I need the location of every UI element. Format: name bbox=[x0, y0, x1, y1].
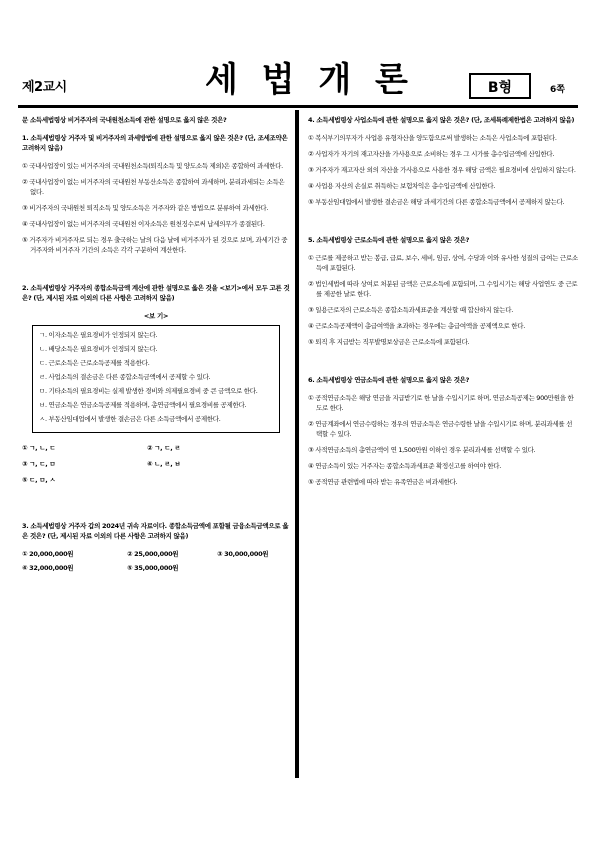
question-stem: 6. 소득세법령상 연금소득에 관한 설명으로 옳지 않은 것은? bbox=[308, 376, 470, 384]
answer-option: ④ ㄴ, ㄹ, ㅂ bbox=[147, 460, 181, 468]
answer-option: ① 20,000,000원 bbox=[22, 550, 74, 558]
answer-choice: ① 복식부기의무자가 사업용 유형자산을 양도함으로써 발생하는 소득은 사업소득에 포함된다. bbox=[308, 134, 557, 142]
question-stem: 2. 소득세법령상 거주자의 종합소득금액 계산에 관한 설명으로 옳은 것을 <보기>에서 모두 고른 것은? (단, 제시된 자료 이외의 다른 사항은 고려하지 않음) bbox=[22, 284, 290, 302]
bogi-item: ㅂ. 연금소득은 연금소득공제를 적용하며, 총연금액에서 필요경비를 공제한다. bbox=[39, 401, 247, 409]
answer-choice: ③ 비거주자의 국내원천 퇴직소득 및 양도소득은 거주자와 같은 방법으로 분류하여 과세한다. bbox=[22, 204, 269, 212]
answer-choice: ③ 사적연금소득의 총연금액이 연 1,500만원 이하인 경우 분리과세를 선택할 수 있다. bbox=[308, 446, 536, 454]
bogi-title: <보 기> bbox=[143, 312, 169, 320]
answer-choice: ④ 근로소득공제액이 총급여액을 초과하는 경우에는 총급여액을 공제액으로 한다. bbox=[308, 322, 525, 330]
exam-session: 제2교시 bbox=[22, 80, 67, 95]
answer-choice: ⑤ 거주자가 비거주자로 되는 경우 출국하는 날의 다음 날에 비거주자가 된 것으로 보며, 과세기간 중 거주자와 비거주자 기간의 소득은 각각 구분하여 계산한다. bbox=[22, 236, 288, 254]
answer-choice: ④ 국내사업장이 없는 비거주자의 국내원천 이자소득은 원천징수로써 납세의무가 종결된다. bbox=[22, 220, 265, 228]
answer-option: ② ㄱ, ㄷ, ㄹ bbox=[147, 444, 181, 452]
answer-choice: ① 근로를 제공하고 받는 봉급, 급료, 보수, 세비, 임금, 상여, 수당과 이와 유사한 성질의 급여는 근로소득에 포함된다. bbox=[308, 254, 578, 272]
left-intro: 문 소득세법령상 비거주자의 국내원천소득에 관한 설명으로 옳지 않은 것은? bbox=[22, 116, 227, 124]
answer-choice: ③ 거주자가 재고자산 외의 자산을 가사용으로 사용한 경우 해당 금액은 필요경비에 산입하지 않는다. bbox=[308, 166, 576, 174]
bogi-item: ㅅ. 부동산임대업에서 발생한 결손금은 다른 소득금액에서 공제한다. bbox=[39, 415, 221, 423]
bogi-item: ㄹ. 사업소득의 결손금은 다른 종합소득금액에서 공제할 수 있다. bbox=[39, 373, 211, 381]
exam-type-box: B형 bbox=[469, 73, 531, 99]
answer-choice: ② 사업자가 자기의 재고자산을 가사용으로 소비하는 경우 그 시가를 총수입금액에 산입한다. bbox=[308, 150, 555, 158]
header-rule bbox=[18, 105, 578, 108]
answer-choice: ① 공적연금소득은 해당 연금을 지급받기로 한 날을 수입시기로 하며, 연금소득공제는 900만원을 한도로 한다. bbox=[308, 394, 574, 412]
bogi-item: ㄱ. 이자소득은 필요경비가 인정되지 않는다. bbox=[39, 331, 158, 339]
answer-option: ③ 30,000,000원 bbox=[217, 550, 269, 558]
question-stem: 1. 소득세법령상 거주자 및 비거주자의 과세방법에 관한 설명으로 옳지 않은 것은? (단, 조세조약은 고려하지 않음) bbox=[22, 134, 288, 152]
answer-option: ④ 32,000,000원 bbox=[22, 564, 74, 572]
bogi-item: ㄴ. 배당소득은 필요경비가 인정되지 않는다. bbox=[39, 345, 158, 353]
answer-choice: ② 연금계좌에서 연금수령하는 경우의 연금소득은 연금수령한 날을 수입시기로 하며, 분리과세를 선택할 수 있다. bbox=[308, 420, 573, 438]
answer-option: ⑤ ㄷ, ㅁ, ㅅ bbox=[22, 476, 56, 484]
question-stem: 5. 소득세법령상 근로소득에 관한 설명으로 옳지 않은 것은? bbox=[308, 236, 470, 244]
answer-choice: ④ 사업용 자산의 손실로 취득하는 보험차익은 총수입금액에 산입한다. bbox=[308, 182, 496, 190]
column-divider bbox=[295, 110, 299, 778]
answer-option: ③ ㄱ, ㄷ, ㅁ bbox=[22, 460, 56, 468]
answer-option: ⑤ 35,000,000원 bbox=[127, 564, 179, 572]
answer-choice: ① 국내사업장이 있는 비거주자의 국내원천소득(퇴직소득 및 양도소득 제외)은 종합하여 과세한다. bbox=[22, 162, 283, 170]
question-stem: 3. 소득세법령상 거주자 갑의 2024년 귀속 자료이다. 종합소득금액에 포함될 금융소득금액으로 옳은 것은? (단, 제시된 자료 이외의 다른 사항은 고려하지 않음) bbox=[22, 522, 289, 540]
answer-option: ① ㄱ, ㄴ, ㄷ bbox=[22, 444, 56, 452]
bogi-box bbox=[32, 325, 280, 433]
right-column bbox=[308, 115, 578, 493]
answer-choice: ③ 일용근로자의 근로소득은 종합소득과세표준을 계산할 때 합산하지 않는다. bbox=[308, 306, 514, 314]
bogi-item: ㅁ. 기타소득의 필요경비는 실제 발생한 경비와 의제필요경비 중 큰 금액으로 한다. bbox=[39, 387, 258, 395]
answer-options bbox=[22, 443, 290, 485]
answer-choice: ④ 연금소득이 있는 거주자는 종합소득과세표준 확정신고를 하여야 한다. bbox=[308, 462, 502, 470]
answer-option: ② 25,000,000원 bbox=[127, 550, 179, 558]
answer-choice: ⑤ 공적연금 관련법에 따라 받는 유족연금은 비과세한다. bbox=[308, 478, 458, 486]
answer-choice: ⑤ 퇴직 후 지급받는 직무발명보상금은 근로소득에 포함된다. bbox=[308, 338, 470, 346]
answer-choice: ⑤ 부동산임대업에서 발생한 결손금은 해당 과세기간의 다른 종합소득금액에서 공제하지 않는다. bbox=[308, 198, 565, 206]
page-number: 6쪽 bbox=[550, 85, 565, 95]
page-title: 세 법 개 론 bbox=[205, 60, 414, 100]
answer-choice: ② 법인세법에 따라 상여로 처분된 금액은 근로소득에 포함되며, 그 수입시기는 해당 사업연도 중 근로를 제공한 날로 한다. bbox=[308, 280, 578, 298]
answer-choice: ② 국내사업장이 없는 비거주자의 국내원천 부동산소득은 종합하여 과세하며, 분리과세되는 소득은 없다. bbox=[22, 178, 285, 196]
bogi-item: ㄷ. 근로소득은 근로소득공제를 적용한다. bbox=[39, 359, 150, 367]
left-column bbox=[22, 115, 290, 573]
page-header bbox=[0, 0, 595, 110]
right-intro: 4. 소득세법령상 사업소득에 관한 설명으로 옳지 않은 것은? (단, 조세특례제한법은 고려하지 않음) bbox=[308, 116, 575, 124]
answer-options bbox=[22, 549, 290, 573]
